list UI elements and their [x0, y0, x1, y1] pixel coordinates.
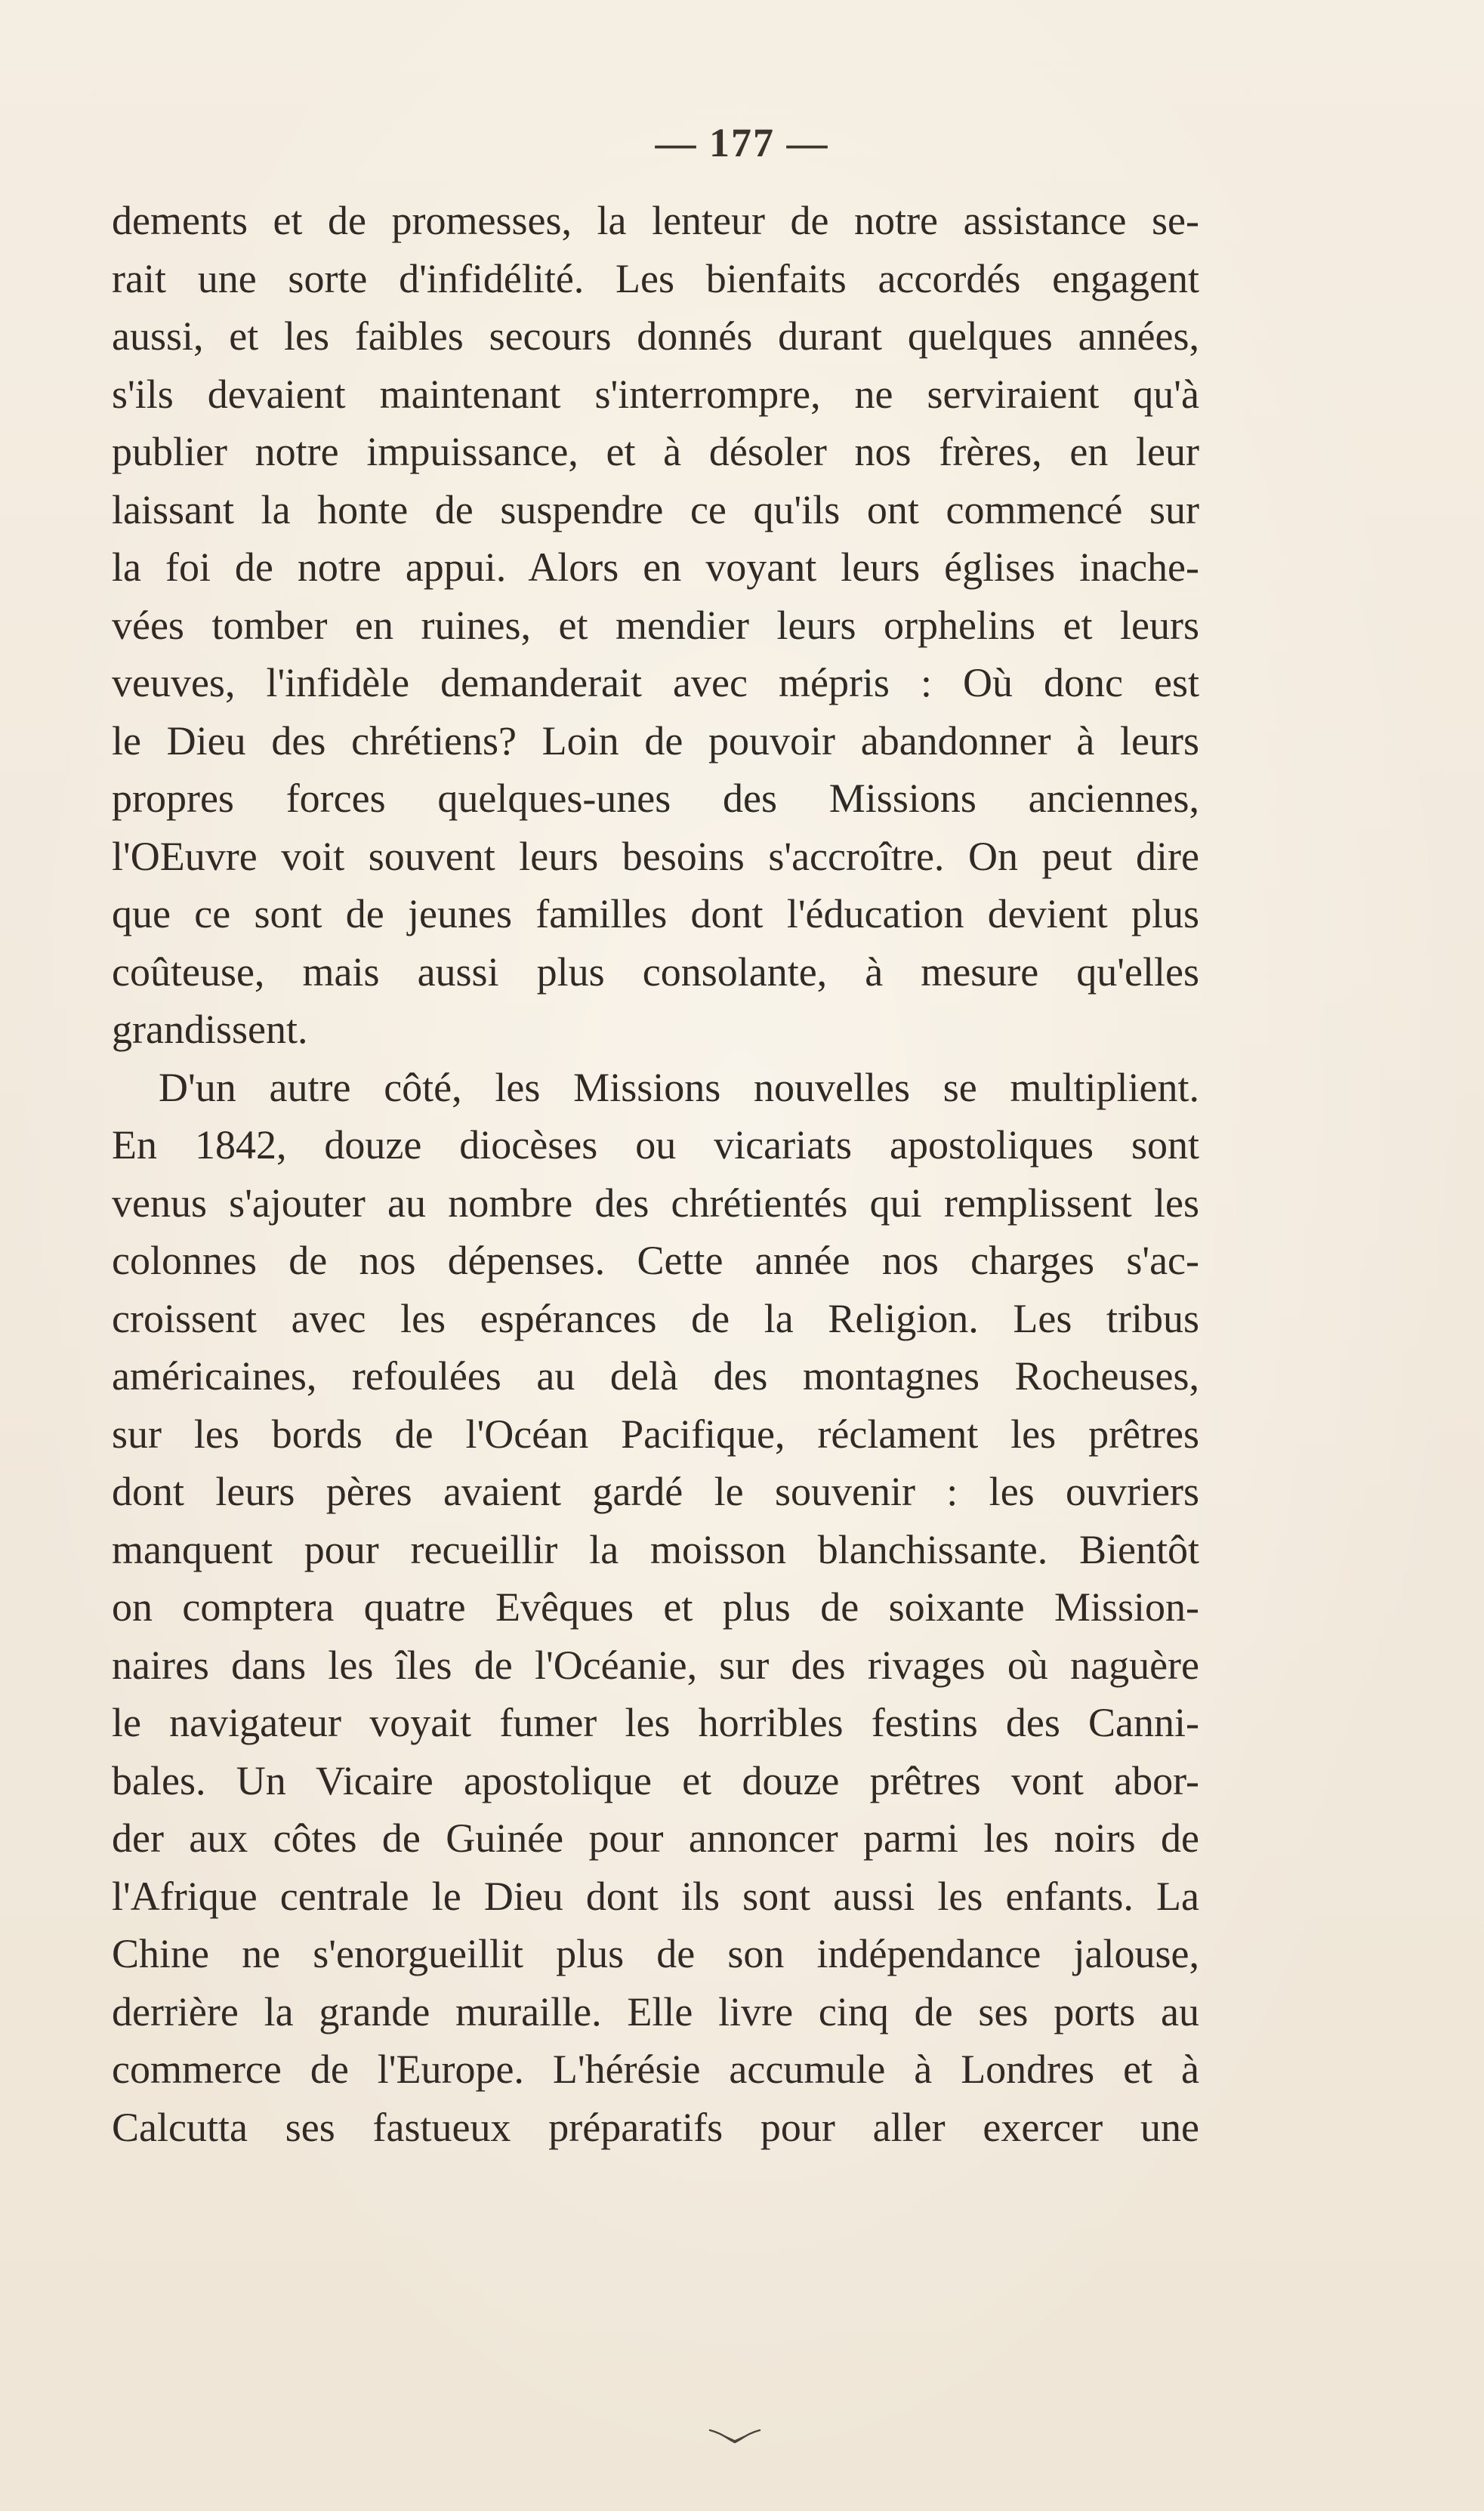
text-line: s'ils devaient maintenant s'interrompre, ne serviraient qu'à: [112, 371, 1199, 417]
text-line: publier notre impuissance, et à désoler nos frères, en leur: [112, 429, 1199, 474]
text-line: coûteuse, mais aussi plus consolante, à mesure qu'elles: [112, 949, 1199, 995]
text-line: sur les bords de l'Océan Pacifique, réclament les prêtres: [112, 1411, 1199, 1457]
text-line: propres forces quelques-unes des Missions anciennes,: [112, 776, 1199, 821]
text-line: D'un autre côté, les Missions nouvelles se multiplient.: [159, 1064, 1199, 1110]
text-line: la foi de notre appui. Alors en voyant leurs églises inache-: [112, 544, 1199, 590]
paragraph-2: [112, 1059, 1199, 2157]
text-line: En 1842, douze diocèses ou vicariats apostoliques sont: [112, 1122, 1199, 1168]
text-line: der aux côtes de Guinée pour annoncer parmi les noirs de: [112, 1815, 1199, 1861]
text-line: que ce sont de jeunes familles dont l'éducation devient plus: [112, 891, 1199, 936]
text-line: bales. Un Vicaire apostolique et douze prêtres vont abor-: [112, 1757, 1199, 1803]
body-text: [112, 192, 1199, 2156]
text-line: le Dieu des chrétiens? Loin de pouvoir abandonner à leurs: [112, 717, 1199, 763]
text-line: l'OEuvre voit souvent leurs besoins s'accroître. On peut dire: [112, 833, 1199, 879]
text-line: vées tomber en ruines, et mendier leurs orphelins et leurs: [112, 602, 1199, 648]
text-line: l'Afrique centrale le Dieu dont ils sont aussi les enfants. La: [112, 1873, 1199, 1919]
text-line: venus s'ajouter au nombre des chrétientés qui remplissent les: [112, 1180, 1199, 1226]
text-line: croissent avec les espérances de la Religion. Les tribus: [112, 1295, 1199, 1341]
text-line: dont leurs pères avaient gardé le souvenir : les ouvriers: [112, 1469, 1199, 1514]
text-line: derrière la grande muraille. Elle livre cinq de ses ports au: [112, 1988, 1199, 2034]
text-line: dements et de promesses, la lenteur de notre assistance se-: [112, 198, 1199, 243]
paragraph-1: [112, 192, 1199, 1059]
text-line: naires dans les îles de l'Océanie, sur des rivages où naguère: [112, 1642, 1199, 1688]
text-line: manquent pour recueillir la moisson blanchissante. Bientôt: [112, 1526, 1199, 1572]
text-line: américaines, refoulées au delà des montagnes Rocheuses,: [112, 1353, 1199, 1399]
text-line: commerce de l'Europe. L'hérésie accumule à Londres et à: [112, 2047, 1199, 2092]
text-line: aussi, et les faibles secours donnés durant quelques années,: [112, 313, 1199, 359]
printer-ornament-icon: [708, 2426, 761, 2445]
text-line: Calcutta ses fastueux préparatifs pour aller exercer une: [112, 2104, 1199, 2150]
text-line: rait une sorte d'infidélité. Les bienfaits accordés engagent: [112, 255, 1199, 301]
text-line: on comptera quatre Evêques et plus de soixante Mission-: [112, 1584, 1199, 1630]
text-line: grandissent.: [112, 1007, 308, 1052]
text-line: colonnes de nos dépenses. Cette année nos charges s'ac-: [112, 1238, 1199, 1283]
page-number: — 177 —: [655, 120, 829, 165]
text-line: veuves, l'infidèle demanderait avec mépris : Où donc est: [112, 660, 1199, 705]
text-line: laissant la honte de suspendre ce qu'ils ont commencé sur: [112, 486, 1199, 532]
text-line: le navigateur voyait fumer les horribles festins des Canni-: [112, 1700, 1199, 1745]
text-line: Chine ne s'enorgueillit plus de son indépendance jalouse,: [112, 1931, 1199, 1976]
